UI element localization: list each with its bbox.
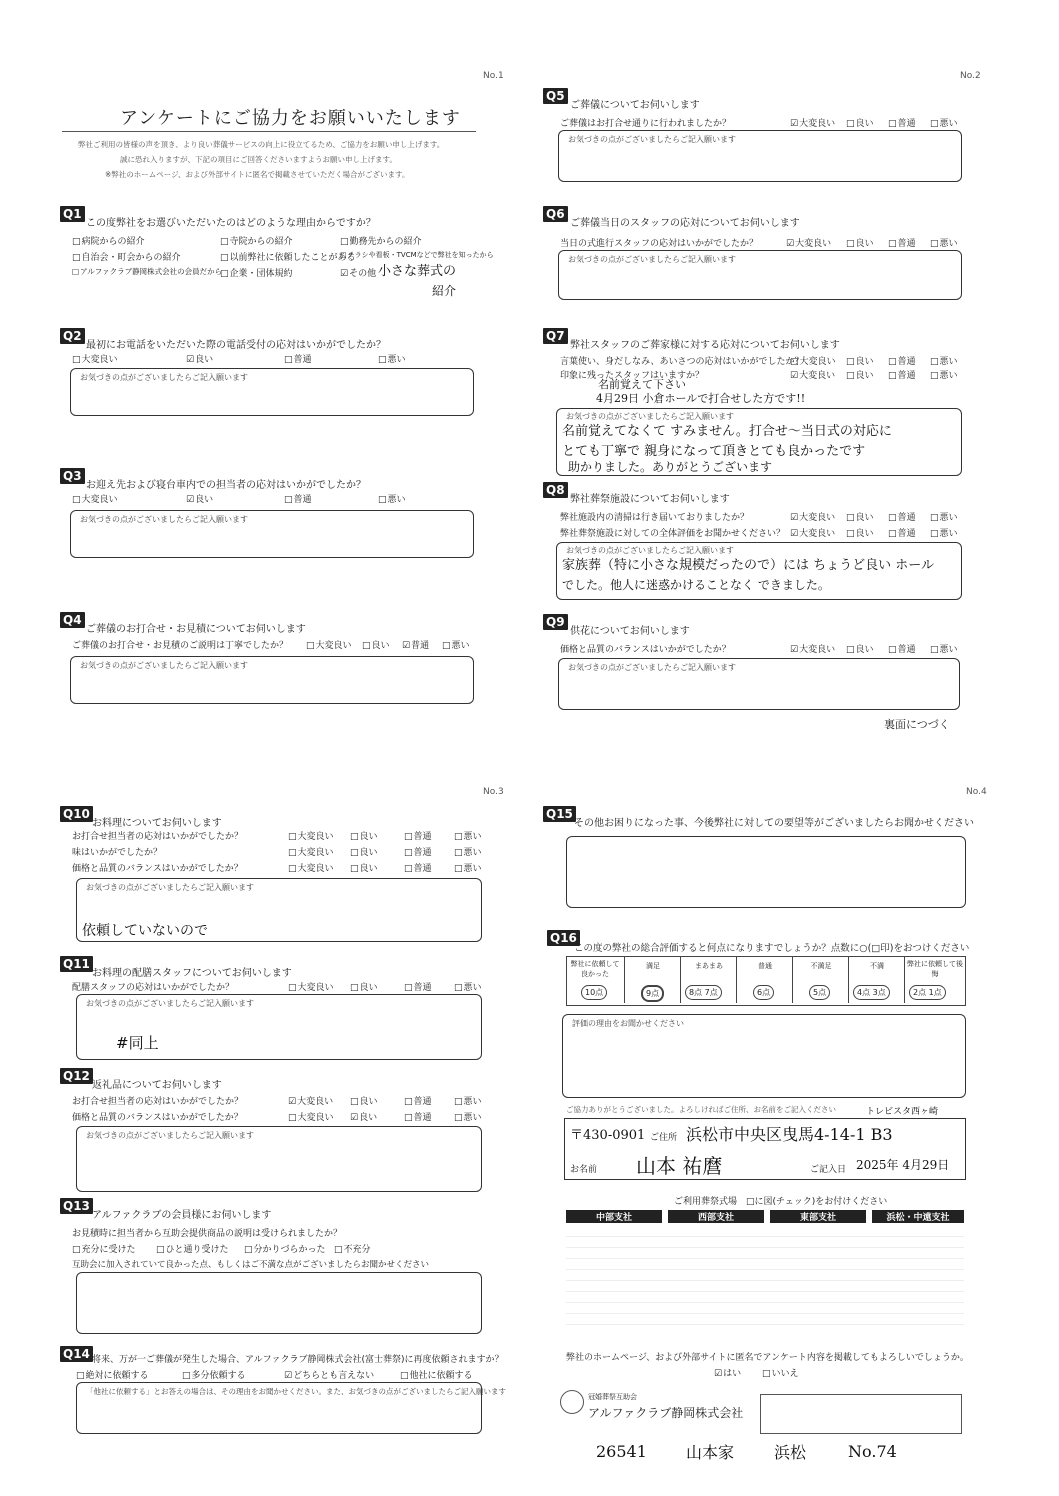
question-text: その他お困りになった事、今後弊社に対しての要望等がございましたらお聞かせください	[574, 818, 974, 829]
comment-label: 評価の理由をお聞かせください	[572, 1019, 684, 1028]
comment-box[interactable]	[76, 1272, 482, 1334]
question-sub: 味はいかがでしたか？	[72, 848, 163, 858]
option-checkbox[interactable]: □ 普通	[404, 829, 432, 842]
question-number: Q12	[60, 1068, 93, 1084]
option-checkbox[interactable]: □ 他社に依頼する	[400, 1368, 473, 1381]
question-sub: 当日の式進行スタッフの応対はいかがでしたか？	[560, 239, 759, 249]
comment-label: お気づきの点がございましたらご記入願います	[80, 373, 248, 382]
date-label: ご記入日	[810, 1165, 847, 1175]
publish-question: 弊社のホームページ、および外部サイトに匿名でアンケート内容を掲載してもよろしいでしょうか。	[566, 1353, 969, 1363]
option-checkbox[interactable]: ☑ 大変良い	[790, 368, 835, 381]
question-sub: 弊社施設内の清掃は行き届いておりましたか？	[560, 513, 750, 523]
question-sub: 価格と品質のバランスはいかがでしたか？	[72, 864, 243, 874]
question-text: ご葬儀についてお伺いします	[570, 100, 700, 111]
option-checkbox[interactable]: □ チラシや看板・TVCMなどで弊社を知ったから	[340, 250, 494, 260]
question-text: 供花についてお伺いします	[570, 626, 690, 637]
option-checkbox[interactable]: □ 悪い	[378, 352, 406, 365]
company-assoc: 冠婚葬祭互助会	[588, 1393, 637, 1401]
option-checkbox[interactable]: □ 以前弊社に依頼したことがある	[220, 250, 356, 263]
option-checkbox-other[interactable]: ☑ その他	[340, 266, 376, 279]
option-checkbox[interactable]: □ 悪い	[378, 492, 406, 505]
option-checkbox[interactable]: □ 充分に受けた	[72, 1242, 136, 1255]
score-divider	[792, 957, 793, 1003]
option-checkbox[interactable]: ☑ 大変良い	[790, 526, 835, 539]
question-text: この度の弊社の総合評価すると何点になりますでしょうか？点数に○(□印)をおつけください	[574, 943, 970, 954]
option-checkbox[interactable]: □ 絶対に依頼する	[76, 1368, 149, 1381]
option-checkbox[interactable]: □ 多分依頼する	[182, 1368, 246, 1381]
score-option[interactable]: 5点	[809, 985, 830, 1000]
footer-family: 山本家	[686, 1443, 735, 1462]
option-checkbox[interactable]: □ 普通	[888, 510, 916, 523]
question-sub: 価格と品質のバランスはいかがでしたか？	[560, 645, 731, 655]
question-number: Q13	[60, 1198, 93, 1214]
option-checkbox[interactable]: □ 普通	[888, 236, 916, 249]
option-checkbox[interactable]: □ アルファクラブ静岡株式会社の会員だから	[72, 266, 222, 277]
page-number: No.4	[966, 787, 987, 797]
comment-label: お気づきの点がございましたらご記入願います	[566, 412, 734, 421]
option-checkbox[interactable]: □ 悪い	[454, 1094, 482, 1107]
question-text: アルファクラブの会員様にお伺いします	[92, 1210, 272, 1221]
question-text: お料理についてお伺いします	[92, 818, 222, 829]
comment-label: お気づきの点がございましたらご記入願います	[566, 546, 734, 555]
handwritten-answer: でした。他人に迷惑かけることなく できました。	[562, 578, 830, 592]
handwritten-answer: 小さな葬式の	[378, 264, 457, 279]
score-option[interactable]: 8点 7点	[685, 985, 722, 1000]
comment-label: お気づきの点がございましたらご記入願います	[568, 663, 736, 672]
option-checkbox[interactable]: □ 分かりづらかった	[244, 1242, 326, 1255]
option-checkbox[interactable]: □ 勤務先からの紹介	[340, 234, 422, 247]
halls-caption: ご利用葬祭式場 □に図(チェック)をお付けください	[674, 1197, 888, 1207]
comment-label: お気づきの点がございましたらご記入願います	[568, 255, 736, 264]
name-value: 山本 祐麿	[636, 1154, 723, 1178]
comment-label: お気づきの点がございましたらご記入願います	[80, 661, 248, 670]
option-checkbox[interactable]: □ 良い	[846, 236, 874, 249]
option-checkbox[interactable]: □ 悪い	[454, 1110, 482, 1123]
comment-box[interactable]	[566, 836, 966, 908]
hall-group-header: 西部支社	[668, 1210, 764, 1223]
option-checkbox[interactable]: ☑ どちらとも言えない	[284, 1368, 374, 1381]
option-checkbox[interactable]: □ 普通	[888, 526, 916, 539]
address-value: 浜松市中央区曳馬4-14-1 B3	[686, 1125, 893, 1144]
option-checkbox[interactable]: ☑ 大変良い	[790, 510, 835, 523]
continued-note: 裏面につづく	[884, 718, 950, 731]
option-checkbox[interactable]: □ 自治会・町会からの紹介	[72, 250, 181, 263]
option-checkbox[interactable]: □ 普通	[284, 352, 312, 365]
handwritten-answer: 家族葬（特に小さな規模だったので）には ちょうど良い ホール	[562, 558, 935, 573]
question-number: Q14	[60, 1346, 93, 1362]
option-checkbox[interactable]: □ 良い	[846, 354, 874, 367]
question-number: Q11	[60, 956, 93, 972]
option-checkbox[interactable]: □ 大変良い	[72, 352, 118, 365]
address-note: トレビスタ西ヶ崎	[866, 1107, 939, 1117]
handwritten-answer: 名前覚えて下さい	[598, 378, 686, 391]
question-number: Q15	[543, 806, 576, 822]
option-checkbox[interactable]: ☑ 大変良い	[786, 236, 831, 249]
option-checkbox[interactable]: □ 普通	[888, 116, 916, 129]
address-label: ご住所	[650, 1133, 678, 1143]
question-sub: ご葬儀のお打合せ・お見積のご説明は丁寧でしたか？	[72, 641, 289, 651]
date-value: 2025年 4月29日	[856, 1158, 950, 1172]
option-checkbox[interactable]: □ 普通	[404, 1094, 432, 1107]
score-header: まあまあ	[695, 962, 723, 970]
footer-number: No.74	[848, 1442, 897, 1461]
option-checkbox[interactable]: □ 普通	[888, 368, 916, 381]
page-number: No.1	[483, 71, 504, 81]
question-number: Q2	[60, 328, 85, 344]
score-option-selected[interactable]: 9点	[641, 985, 664, 1002]
score-header: 不満足	[810, 962, 832, 970]
option-checkbox[interactable]: □ 悪い	[454, 861, 482, 874]
question-number: Q9	[543, 614, 568, 630]
question-sub: ご葬儀はお打合せ通りに行われましたか？	[560, 119, 732, 129]
question-number: Q16	[547, 930, 580, 946]
option-checkbox[interactable]: □ 悪い	[454, 845, 482, 858]
question-text: 最初にお電話をいただいた際の電話受付の応対はいかがでしたか？	[86, 340, 386, 351]
contact-thanks: ご協力ありがとうございました。よろしければご住所、お名前をご記入ください	[566, 1105, 836, 1114]
handwritten-answer: 依頼していないので	[82, 923, 208, 939]
option-checkbox[interactable]: □ 悪い	[930, 354, 958, 367]
hall-group-header: 浜松・中遠支社	[872, 1210, 964, 1223]
footer-area: 浜松	[774, 1443, 807, 1462]
option-checkbox[interactable]: □ 悪い	[454, 980, 482, 993]
score-header: 弊社に依頼して後悔	[907, 960, 963, 978]
option-checkbox[interactable]: □ 普通	[284, 492, 312, 505]
option-checkbox[interactable]: □ 悪い	[930, 236, 958, 249]
option-checkbox[interactable]: □ 病院からの紹介	[72, 234, 145, 247]
option-checkbox[interactable]: ☑ 良い	[186, 492, 213, 505]
option-checkbox[interactable]: □ 大変良い	[288, 845, 334, 858]
option-checkbox[interactable]: □ 企業・団体規約	[220, 266, 293, 279]
question-text: 弊社スタッフのご葬家様に対する応対についてお伺いします	[570, 340, 840, 351]
score-divider	[736, 957, 737, 1003]
score-divider	[848, 957, 849, 1003]
company-name: アルファクラブ静岡株式会社	[588, 1406, 744, 1420]
question-text: この度弊社をお選びいただいたのはどのような理由からですか？	[86, 218, 376, 229]
question-number: Q1	[60, 206, 85, 222]
score-option[interactable]: 4点 3点	[853, 985, 890, 1000]
question-text: お迎え先および寝台車内での担当者の応対はいかがでしたか？	[86, 480, 366, 491]
question-text: 弊社葬祭施設についてお伺いします	[570, 494, 730, 505]
option-checkbox[interactable]: □ 良い	[350, 845, 378, 858]
option-checkbox[interactable]: □ 良い	[846, 368, 874, 381]
question-sub: お見積時に担当者から互助会提供商品の説明は受けられましたか？	[72, 1229, 343, 1239]
handwritten-answer: #同上	[116, 1034, 159, 1052]
question-text: ご葬儀当日のスタッフの応対についてお伺いします	[570, 218, 800, 229]
name-label: お名前	[570, 1165, 598, 1175]
publish-no[interactable]: □ いいえ	[762, 1366, 799, 1379]
option-checkbox[interactable]: □ 大変良い	[790, 354, 836, 367]
company-logo	[560, 1390, 584, 1414]
option-checkbox[interactable]: □ 普通	[888, 354, 916, 367]
intro-line: ※弊社のホームページ、および外部サイトに匿名で掲載させていただく場合がございます。	[105, 170, 410, 179]
intro-line: 誠に恐れ入りますが、下記の項目にご回答くださいますようお願い申し上げます。	[120, 155, 397, 164]
hall-group-header: 中部支社	[566, 1210, 662, 1223]
comment-label: お気づきの点がございましたらご記入願います	[568, 135, 736, 144]
option-checkbox[interactable]: □ 良い	[350, 1094, 378, 1107]
score-divider	[680, 957, 681, 1003]
hall-group-header: 東部支社	[770, 1210, 866, 1223]
option-checkbox[interactable]: ☑ 大変良い	[790, 116, 835, 129]
question-sub: 言葉使い、身だしなみ、あいさつの応対はいかがでしたか？	[560, 357, 804, 367]
option-checkbox[interactable]: □ 良い	[350, 829, 378, 842]
option-checkbox[interactable]: □ 不充分	[334, 1242, 371, 1255]
option-checkbox[interactable]: □ 良い	[350, 980, 378, 993]
option-checkbox[interactable]: □ 良い	[846, 116, 874, 129]
option-checkbox[interactable]: □ 普通	[404, 845, 432, 858]
footer-id: 26541	[596, 1442, 647, 1461]
option-checkbox[interactable]: □ 悪い	[930, 368, 958, 381]
score-divider	[904, 957, 905, 1003]
option-checkbox[interactable]: □ 悪い	[930, 526, 958, 539]
question-sub: 互助会に加入されていて良かった点、もしくはご不満な点がございましたらお聞かせください	[72, 1260, 430, 1270]
option-checkbox[interactable]: □ 大変良い	[288, 829, 334, 842]
question-sub: 弊社葬祭施設に対しての全体評価をお聞かせください？	[560, 529, 786, 539]
question-number: Q7	[543, 328, 568, 344]
option-checkbox[interactable]: □ 大変良い	[288, 980, 334, 993]
comment-label: お気づきの点がございましたらご記入願います	[86, 883, 254, 892]
question-number: Q5	[543, 88, 568, 104]
option-checkbox[interactable]: □ ひと通り受けた	[156, 1242, 229, 1255]
score-header: 不満	[870, 962, 884, 970]
handwritten-answer: 名前覚えてなくて すみません。打合せ〜当日式の対応に	[562, 424, 892, 439]
option-checkbox[interactable]: □ 普通	[404, 861, 432, 874]
comment-label: お気づきの点がございましたらご記入願います	[80, 515, 248, 524]
score-option[interactable]: 2点 1点	[909, 985, 946, 1000]
handwritten-answer: 4月29日 小倉ホールで打合せした方です!!	[596, 392, 806, 405]
handwritten-answer: 紹介	[432, 284, 457, 298]
option-checkbox[interactable]: ☑ 普通	[402, 638, 429, 651]
question-sub: 価格と品質のバランスはいかがでしたか？	[72, 1113, 243, 1123]
question-number: Q10	[60, 806, 93, 822]
option-checkbox[interactable]: □ 良い	[846, 642, 874, 655]
comment-label: 「他社に依頼する」とお答えの場合は、その理由をお聞かせください。また、お気づきの点がございましたらご記入願います	[86, 1387, 506, 1396]
handwritten-answer: 助かりました。ありがとうございます	[568, 460, 773, 474]
question-sub: 配膳スタッフの応対はいかがでしたか？	[72, 983, 235, 993]
option-checkbox[interactable]: □ 良い	[846, 526, 874, 539]
score-header: 満足	[646, 962, 660, 970]
option-checkbox[interactable]: □ 大変良い	[288, 861, 334, 874]
score-header: 弊社に依頼して良かった	[570, 960, 620, 978]
option-checkbox[interactable]: □ 大変良い	[306, 638, 352, 651]
option-checkbox[interactable]: □ 普通	[404, 1110, 432, 1123]
option-checkbox[interactable]: ☑ 大変良い	[790, 642, 835, 655]
option-checkbox[interactable]: □ 悪い	[930, 116, 958, 129]
score-option[interactable]: 10点	[581, 985, 607, 1000]
question-sub: 印象に残ったスタッフはいますか？	[560, 371, 705, 381]
option-checkbox[interactable]: □ 悪い	[930, 642, 958, 655]
question-number: Q8	[543, 482, 568, 498]
page-number: No.2	[960, 71, 981, 81]
score-divider	[624, 957, 625, 1003]
question-number: Q3	[60, 468, 85, 484]
question-sub: お打合せ担当者の応対はいかがでしたか？	[72, 832, 244, 842]
comment-label: お気づきの点がございましたらご記入願います	[86, 999, 254, 1008]
option-checkbox[interactable]: □ 寺院からの紹介	[220, 234, 293, 247]
intro-line: 弊社ご利用の皆様の声を頂き、より良い葬儀サービスの向上に役立てるため、ご協力をお願い申し上げます。	[78, 140, 445, 149]
zip-value: 〒430-0901	[570, 1128, 646, 1143]
question-number: Q6	[543, 206, 568, 222]
question-text: お料理の配膳スタッフについてお伺いします	[92, 968, 292, 979]
option-checkbox[interactable]: ☑ 大変良い	[288, 1094, 333, 1107]
comment-label: お気づきの点がございましたらご記入願います	[86, 1131, 254, 1140]
divider	[62, 131, 476, 132]
option-checkbox[interactable]: □ 良い	[350, 861, 378, 874]
info-block	[760, 1394, 962, 1434]
option-checkbox[interactable]: □ 普通	[404, 980, 432, 993]
survey-title: アンケートにご協力をお願いいたします	[120, 108, 461, 129]
option-checkbox[interactable]: ☑ 良い	[186, 352, 213, 365]
option-checkbox[interactable]: □ 悪い	[442, 638, 470, 651]
score-table	[566, 956, 966, 1006]
hall-list	[566, 1226, 964, 1332]
question-text: 返礼品についてお伺いします	[92, 1080, 222, 1091]
question-text: 将来、万が一ご葬儀が発生した場合、アルファクラブ静岡株式会社(富士葬祭)に再度依頼されますか？	[92, 1355, 504, 1365]
option-checkbox[interactable]: □ 悪い	[930, 510, 958, 523]
option-checkbox[interactable]: □ 大変良い	[72, 492, 118, 505]
option-checkbox[interactable]: □ 普通	[888, 642, 916, 655]
option-checkbox[interactable]: □ 大変良い	[288, 1110, 334, 1123]
question-number: Q4	[60, 612, 85, 628]
option-checkbox[interactable]: □ 良い	[846, 510, 874, 523]
question-sub: お打合せ担当者の応対はいかがでしたか？	[72, 1097, 244, 1107]
option-checkbox[interactable]: ☑ 良い	[350, 1110, 377, 1123]
score-header: 普通	[758, 962, 772, 970]
page-number: No.3	[483, 787, 504, 797]
option-checkbox[interactable]: □ 悪い	[454, 829, 482, 842]
question-text: ご葬儀のお打合せ・お見積についてお伺いします	[86, 624, 306, 635]
publish-yes[interactable]: ☑ はい	[714, 1366, 741, 1379]
score-option[interactable]: 6点	[753, 985, 774, 1000]
option-checkbox[interactable]: □ 良い	[362, 638, 390, 651]
handwritten-answer: とても丁寧で 親身になって頂きとても良かったです	[562, 444, 866, 459]
